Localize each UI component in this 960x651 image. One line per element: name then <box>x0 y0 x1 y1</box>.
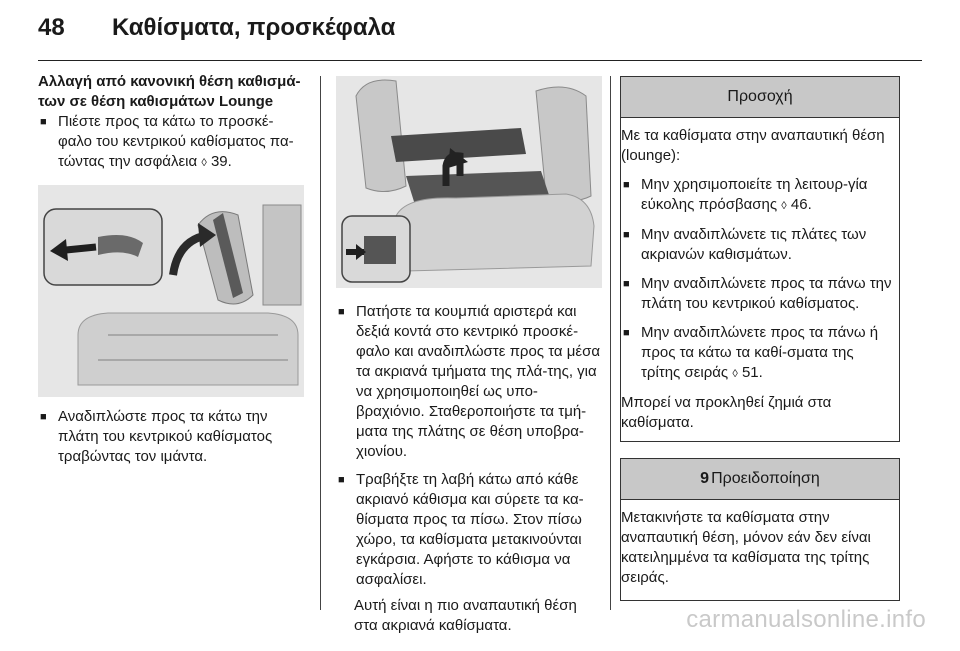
page-reference: 39. <box>210 153 232 170</box>
bullet-icon: ■ <box>623 327 630 339</box>
list-item-text: Τραβήξτε τη λαβή κάτω από κάθε ακριανό κάθισμα και σύρετε τα κα-θίσματα προς τα πίσω. Στον πίσω χώρο, τα καθίσματα μετακινούνται εγκάρσια. Αφήστε το κάθισμα να ασφαλίσει. <box>356 471 584 588</box>
bullet-icon: ■ <box>338 306 345 318</box>
header-rule <box>38 60 922 61</box>
figure-left <box>38 185 304 397</box>
list-item <box>621 274 897 314</box>
page-reference-icon: ◊ <box>781 200 787 212</box>
warning-body <box>621 500 899 600</box>
list-item-text: Πατήστε τα κουμπιά αριστερά και δεξιά κοντά στο κεντρικό προσκέ-φαλο και αναδιπλώστε προς τα μέσα τα ακριανά τμήματα της πλά-της, για να χρησιμοποιηθεί ως υπο-βραχιόνιο. Σταθεροποιήστε τα τμή-ματα της πλάτης σε θέση υποβρα-χιονίου. <box>356 303 600 460</box>
warning-title: Προειδοποίηση <box>711 470 820 487</box>
bullet-icon: ■ <box>623 179 630 191</box>
list-item-text <box>58 112 304 173</box>
column-right <box>620 76 900 601</box>
list-item <box>336 470 602 590</box>
page-reference: 51. <box>741 364 763 381</box>
figure-middle <box>336 76 602 288</box>
list-item <box>621 175 897 216</box>
caution-intro: Με τα καθίσματα στην αναπαυτική θέση (lounge): <box>621 127 885 164</box>
section-heading: Αλλαγή από κανονική θέση καθισμά-των σε θέση καθισμάτων Lounge <box>38 73 301 110</box>
list-item <box>621 323 897 384</box>
list-item-text <box>641 323 897 384</box>
list-item-text: Μην αναδιπλώνετε τις πλάτες των ακριανών καθισμάτων. <box>641 226 867 263</box>
caution-header <box>621 77 899 118</box>
bullet-icon: ■ <box>40 116 47 128</box>
lounge-seat-illustration <box>336 76 602 288</box>
warning-text: Μετακινήστε τα καθίσματα στην αναπαυτική θέση, μόνον εάν δεν είναι κατειλημμένα τα καθίσματα της τρίτης σειράς. <box>621 509 871 586</box>
page-number: 48 <box>38 14 65 41</box>
column-middle <box>336 76 602 651</box>
seat-fold-illustration <box>38 185 304 397</box>
warning-header <box>621 459 899 500</box>
caution-outro: Μπορεί να προκληθεί ζημιά στα καθίσματα. <box>621 394 832 431</box>
page-title: Καθίσματα, προσκέφαλα <box>112 14 396 41</box>
bullet-icon: ■ <box>338 474 345 486</box>
page-reference: 46. <box>790 196 812 213</box>
list-item-text: Αναδιπλώστε προς τα κάτω την πλάτη του κεντρικού καθίσματος τραβώντας τον ιμάντα. <box>58 408 273 465</box>
page-header <box>38 14 395 52</box>
list-item-body: Μην χρησιμοποιείτε τη λειτουρ-γία εύκολης πρόσβασης <box>641 176 868 213</box>
column-divider <box>610 76 611 610</box>
bullet-icon: ■ <box>40 411 47 423</box>
list-item-text: Μην αναδιπλώνετε προς τα πάνω την πλάτη του κεντρικού καθίσματος. <box>641 275 892 312</box>
list-item <box>336 302 602 462</box>
warning-box <box>620 458 900 601</box>
page-reference-icon: ◊ <box>201 157 207 169</box>
note-text: Αυτή είναι η πιο αναπαυτική θέση στα ακριανά καθίσματα. <box>354 597 577 634</box>
list-item <box>38 112 304 173</box>
caution-box <box>620 76 900 442</box>
list-item <box>38 407 304 467</box>
list-item-text <box>641 175 897 216</box>
list-item-body: Πιέστε προς τα κάτω το προσκέ-φαλο του κεντρικού καθίσματος πα-τώντας την ασφάλεια <box>58 113 294 170</box>
caution-body <box>621 118 899 441</box>
column-left <box>38 72 304 467</box>
list-item-body: Μην αναδιπλώνετε προς τα πάνω ή προς τα κάτω τα καθί-σματα της τρίτης σειράς <box>641 324 879 381</box>
column-divider <box>320 76 321 610</box>
bullet-icon: ■ <box>623 229 630 241</box>
warning-triangle-icon: 9 <box>700 470 710 487</box>
caution-title: Προσοχή <box>727 88 793 105</box>
list-item <box>621 225 897 265</box>
page-reference-icon: ◊ <box>732 368 738 380</box>
bullet-icon: ■ <box>623 278 630 290</box>
watermark: carmanualsonline.info <box>686 606 926 633</box>
